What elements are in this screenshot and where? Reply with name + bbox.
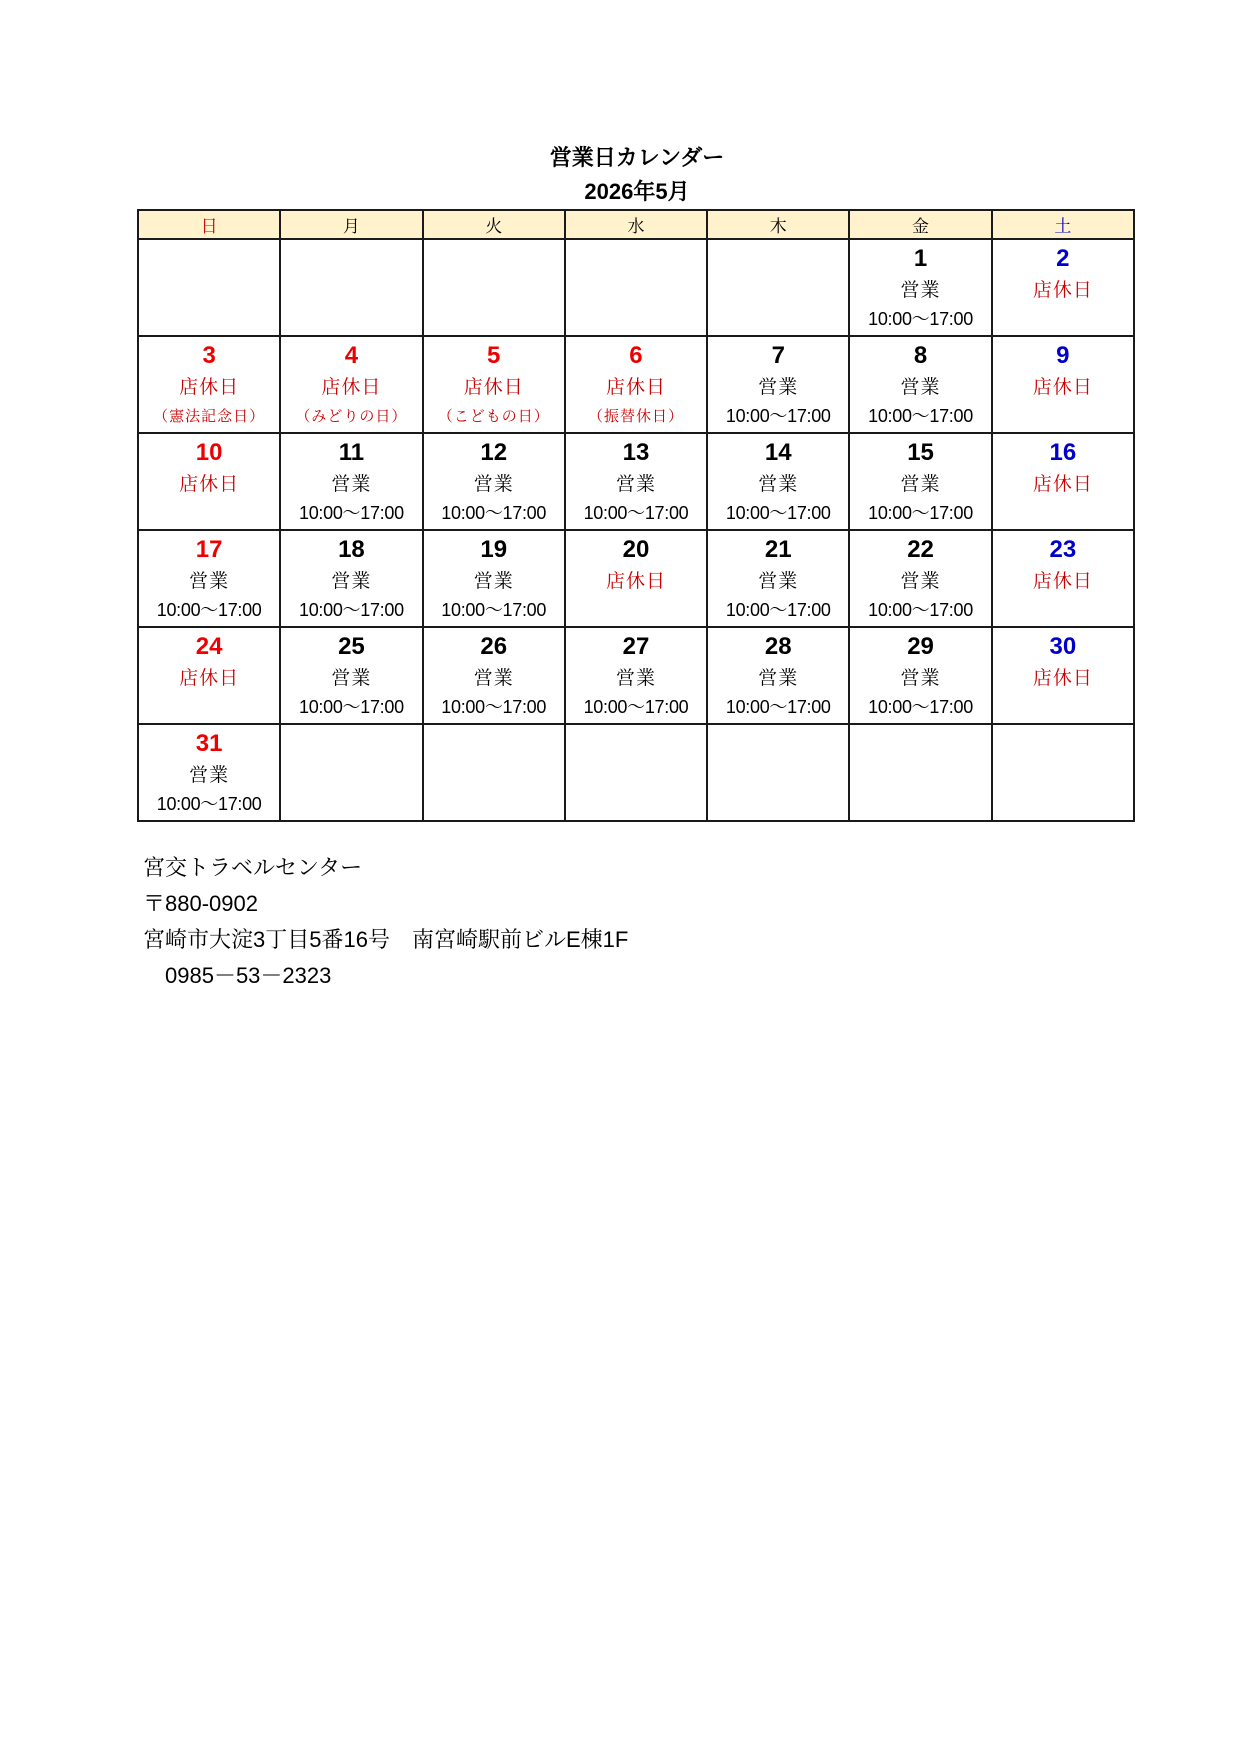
calendar-day-cell <box>849 239 991 336</box>
status-closed: 店休日 <box>321 377 382 398</box>
day-number: 12 <box>480 439 508 466</box>
day-number: 4 <box>344 342 359 369</box>
calendar-day-cell <box>423 336 565 433</box>
status-closed: 店休日 <box>1032 474 1093 495</box>
status-open: 営業 <box>189 765 230 786</box>
status-open: 営業 <box>900 571 941 592</box>
status-open: 営業 <box>331 571 372 592</box>
day-number: 27 <box>622 633 650 660</box>
empty-day-cell <box>280 724 422 821</box>
day-number: 13 <box>622 439 650 466</box>
business-hours: 10:00～17:00 <box>156 794 262 814</box>
day-number: 1 <box>913 245 928 272</box>
calendar-day-cell <box>565 336 707 433</box>
calendar-week-row <box>138 433 1134 530</box>
weekday-header: 土 <box>992 210 1134 239</box>
holiday-name: （振替休日） <box>587 408 684 425</box>
holiday-name: （みどりの日） <box>295 408 408 425</box>
empty-day-cell <box>280 239 422 336</box>
status-closed: 店休日 <box>179 668 240 689</box>
calendar-day-cell <box>849 627 991 724</box>
status-open: 営業 <box>900 474 941 495</box>
holiday-name: （憲法記念日） <box>153 408 266 425</box>
status-open: 営業 <box>331 668 372 689</box>
page-title: 営業日カレンダー <box>549 145 725 170</box>
business-hours: 10:00～17:00 <box>441 503 547 523</box>
status-open: 営業 <box>331 474 372 495</box>
status-closed: 店休日 <box>605 571 666 592</box>
calendar-day-cell <box>992 239 1134 336</box>
weekday-header: 月 <box>280 210 422 239</box>
empty-day-cell <box>565 239 707 336</box>
weekday-header: 日 <box>138 210 280 239</box>
day-number: 17 <box>195 536 223 563</box>
day-number: 9 <box>1056 342 1070 369</box>
calendar-day-cell <box>138 627 280 724</box>
status-open: 営業 <box>758 668 799 689</box>
calendar-day-cell <box>992 433 1134 530</box>
calendar-day-cell <box>138 433 280 530</box>
empty-day-cell <box>707 724 849 821</box>
status-open: 営業 <box>758 571 799 592</box>
calendar-day-cell <box>707 336 849 433</box>
business-hours: 10:00～17:00 <box>725 697 831 717</box>
status-open: 営業 <box>615 668 656 689</box>
status-open: 営業 <box>758 377 799 398</box>
month-title: 2026年5月 <box>584 179 690 204</box>
day-number: 5 <box>487 342 501 369</box>
postal-code: 〒880-0902 <box>143 891 258 916</box>
calendar-body <box>138 239 1134 821</box>
day-number: 10 <box>195 439 223 466</box>
business-hours: 10:00～17:00 <box>868 309 973 329</box>
address: 宮崎市大淀3丁目5番16号 南宮崎駅前ビルE棟1F <box>143 927 629 952</box>
footer-contact <box>143 850 628 994</box>
day-number: 18 <box>338 536 365 563</box>
calendar-week-row <box>138 627 1134 724</box>
day-number: 6 <box>629 342 643 369</box>
business-hours: 10:00～17:00 <box>156 600 262 620</box>
weekday-header: 木 <box>707 210 849 239</box>
day-number: 26 <box>480 633 508 660</box>
calendar-day-cell <box>992 530 1134 627</box>
calendar-day-cell <box>138 336 280 433</box>
business-hours: 10:00～17:00 <box>725 600 831 620</box>
status-open: 営業 <box>473 571 514 592</box>
weekday-header: 火 <box>423 210 565 239</box>
calendar-day-cell <box>992 627 1134 724</box>
day-number: 11 <box>338 439 365 466</box>
status-closed: 店休日 <box>1032 377 1093 398</box>
business-hours: 10:00～17:00 <box>441 600 547 620</box>
calendar-day-cell <box>565 433 707 530</box>
weekday-header-row <box>138 210 1134 239</box>
status-closed: 店休日 <box>1032 668 1093 689</box>
business-hours: 10:00～17:00 <box>441 697 547 717</box>
calendar-day-cell <box>849 336 991 433</box>
calendar-day-cell <box>138 724 280 821</box>
business-hours: 10:00～17:00 <box>868 600 973 620</box>
status-open: 営業 <box>900 377 941 398</box>
status-open: 営業 <box>615 474 656 495</box>
business-hours: 10:00～17:00 <box>299 600 404 620</box>
weekday-header: 金 <box>849 210 991 239</box>
business-hours: 10:00～17:00 <box>868 406 973 426</box>
calendar-day-cell <box>707 627 849 724</box>
calendar-day-cell <box>565 627 707 724</box>
calendar-day-cell <box>707 433 849 530</box>
business-hours: 10:00～17:00 <box>725 406 831 426</box>
business-hours: 10:00～17:00 <box>299 503 404 523</box>
day-number: 28 <box>764 633 792 660</box>
business-hours: 10:00～17:00 <box>583 503 689 523</box>
day-number: 3 <box>202 342 216 369</box>
status-open: 営業 <box>473 474 514 495</box>
day-number: 25 <box>338 633 365 660</box>
calendar-day-cell <box>138 530 280 627</box>
calendar-day-cell <box>423 433 565 530</box>
day-number: 15 <box>907 439 934 466</box>
status-closed: 店休日 <box>1032 571 1093 592</box>
day-number: 23 <box>1049 536 1077 563</box>
day-number: 21 <box>764 536 792 563</box>
status-closed: 店休日 <box>179 377 240 398</box>
calendar-day-cell <box>707 530 849 627</box>
day-number: 19 <box>480 536 508 563</box>
day-number: 22 <box>907 536 934 563</box>
status-open: 営業 <box>758 474 799 495</box>
status-closed: 店休日 <box>605 377 666 398</box>
calendar-week-row <box>138 336 1134 433</box>
day-number: 29 <box>907 633 934 660</box>
company-name: 宮交トラベルセンター <box>143 855 363 880</box>
calendar-day-cell <box>849 530 991 627</box>
phone-number: 0985－53－2323 <box>143 963 332 988</box>
empty-day-cell <box>707 239 849 336</box>
day-number: 20 <box>622 536 650 563</box>
status-closed: 店休日 <box>179 474 240 495</box>
calendar-day-cell <box>992 336 1134 433</box>
business-hours: 10:00～17:00 <box>868 503 973 523</box>
business-hours: 10:00～17:00 <box>583 697 689 717</box>
day-number: 7 <box>771 342 785 369</box>
weekday-header: 水 <box>565 210 707 239</box>
business-hours: 10:00～17:00 <box>725 503 831 523</box>
calendar-day-cell <box>280 336 422 433</box>
day-number: 31 <box>195 730 223 757</box>
calendar-week-row <box>138 530 1134 627</box>
calendar-day-cell <box>280 433 422 530</box>
day-number: 16 <box>1049 439 1077 466</box>
empty-day-cell <box>138 239 280 336</box>
calendar-day-cell <box>423 530 565 627</box>
status-open: 営業 <box>473 668 514 689</box>
day-number: 8 <box>913 342 928 369</box>
business-hours: 10:00～17:00 <box>299 697 404 717</box>
status-closed: 店休日 <box>463 377 524 398</box>
status-open: 営業 <box>900 280 941 301</box>
day-number: 14 <box>764 439 792 466</box>
calendar-day-cell <box>849 433 991 530</box>
calendar-day-cell <box>280 530 422 627</box>
status-closed: 店休日 <box>1032 280 1093 301</box>
business-hours: 10:00～17:00 <box>868 697 973 717</box>
empty-day-cell <box>423 724 565 821</box>
day-number: 30 <box>1049 633 1077 660</box>
calendar-week-row <box>138 239 1134 336</box>
calendar-day-cell <box>280 627 422 724</box>
empty-day-cell <box>423 239 565 336</box>
empty-day-cell <box>849 724 991 821</box>
empty-day-cell <box>992 724 1134 821</box>
day-number: 24 <box>195 633 223 660</box>
day-number: 2 <box>1056 245 1070 272</box>
holiday-name: （こどもの日） <box>437 408 550 425</box>
status-open: 営業 <box>900 668 941 689</box>
empty-day-cell <box>565 724 707 821</box>
calendar-week-row <box>138 724 1134 821</box>
calendar-table <box>137 209 1135 822</box>
calendar-day-cell <box>565 530 707 627</box>
status-open: 営業 <box>189 571 230 592</box>
calendar-day-cell <box>423 627 565 724</box>
